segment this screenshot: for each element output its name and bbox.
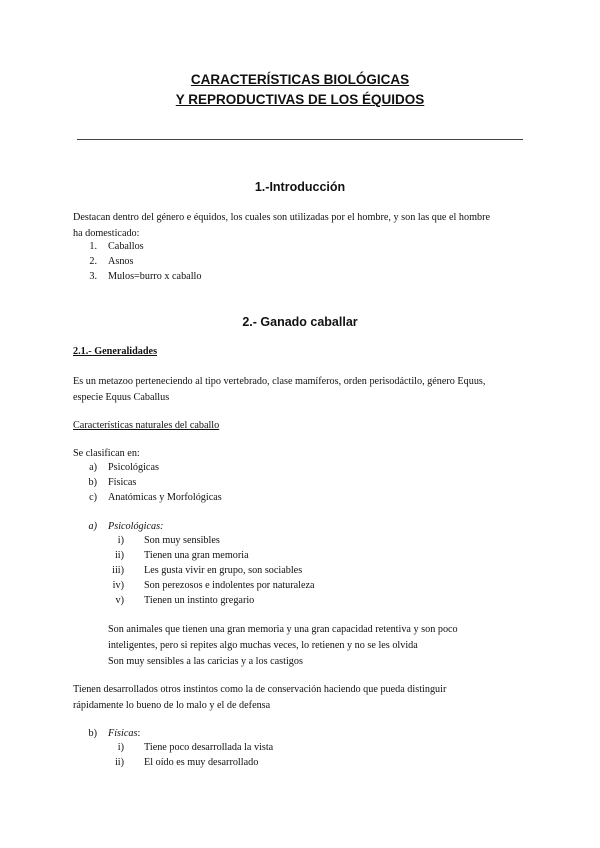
- caracteristicas-naturales-title: Características naturales del caballo: [73, 420, 220, 431]
- list-marker: b): [88, 728, 97, 739]
- instintos-line-2: rápidamente lo bueno de lo malo y el de defensa: [73, 700, 271, 711]
- psicologicas-note-line-3: Son muy sensibles a las caricias y a los castigos: [108, 656, 303, 667]
- generalidades-line-1: Es un metazoo perteneciendo al tipo vertebrado, clase mamíferos, orden perisodáctilo, género Equus,: [73, 376, 486, 387]
- fisicas-colon: :: [137, 728, 141, 739]
- intro-line-1: Destacan dentro del género e équidos, los cuales son utilizadas por el hombre, y son las que el hombre: [73, 212, 491, 223]
- list-text: Tienen un instinto gregario: [144, 595, 255, 606]
- document-title-line2: Y REPRODUCTIVAS DE LOS ÉQUIDOS: [175, 92, 425, 107]
- list-marker: c): [89, 492, 97, 503]
- list-text: Les gusta vivir en grupo, son sociables: [144, 565, 303, 576]
- intro-paragraph: [73, 210, 533, 242]
- list-marker: 3.: [89, 271, 97, 282]
- list-marker: iii): [112, 565, 124, 576]
- list-text: Mulos=burro x caballo: [108, 271, 202, 282]
- psicologicas-note-line-2: inteligentes, pero si repites algo muchas veces, lo retienen y no se les olvida: [108, 640, 418, 651]
- list-marker: v): [115, 595, 124, 606]
- list-marker: 2.: [89, 256, 97, 267]
- psicologicas-note: [108, 622, 528, 670]
- list-text: El oído es muy desarrollado: [144, 757, 259, 768]
- list-marker: ii): [114, 550, 124, 561]
- list-text: Anatómicas y Morfológicas: [108, 492, 222, 503]
- subheading-generalidades: 2.1.- Generalidades: [73, 346, 158, 357]
- list-text: Tienen una gran memoria: [144, 550, 249, 561]
- generalidades-line-2: especie Equus Caballus: [73, 392, 170, 403]
- list-marker: a): [89, 462, 97, 473]
- list-text: Asnos: [108, 256, 134, 267]
- fisicas-label-wrap: [108, 727, 140, 741]
- list-marker: i): [117, 535, 124, 546]
- list-marker: iv): [112, 580, 124, 591]
- generalidades-paragraph: [73, 374, 533, 406]
- section-heading-ganado-caballar: 2.- Ganado caballar: [242, 315, 358, 329]
- instintos-paragraph: [73, 682, 533, 714]
- list-text: Son muy sensibles: [144, 535, 220, 546]
- intro-line-2: ha domesticado:: [73, 228, 140, 239]
- fisicas-label: Físicas: [108, 728, 138, 739]
- psicologicas-label: Psicológicas:: [108, 521, 164, 532]
- list-text: Físicas: [108, 477, 137, 488]
- section-heading-introduccion: 1.-Introducción: [254, 180, 346, 194]
- list-text: Son perezosos e indolentes por naturaleza: [144, 580, 315, 591]
- list-marker: a): [88, 521, 97, 532]
- document-title-line1: CARACTERÍSTICAS BIOLÓGICAS: [190, 72, 410, 87]
- horizontal-rule: [77, 139, 523, 140]
- list-marker: i): [117, 742, 124, 753]
- clasifican-text: Se clasifican en:: [73, 448, 140, 459]
- list-text: Tiene poco desarrollada la vista: [144, 742, 274, 753]
- list-marker: b): [88, 477, 97, 488]
- list-marker: ii): [114, 757, 124, 768]
- list-text: Psicológicas: [108, 462, 159, 473]
- list-marker: 1.: [89, 241, 97, 252]
- psicologicas-note-line-1: Son animales que tienen una gran memoria y una gran capacidad retentiva y son poco: [108, 624, 458, 635]
- list-text: Caballos: [108, 241, 144, 252]
- instintos-line-1: Tienen desarrollados otros instintos como la de conservación haciendo que pueda distinguir: [73, 684, 447, 695]
